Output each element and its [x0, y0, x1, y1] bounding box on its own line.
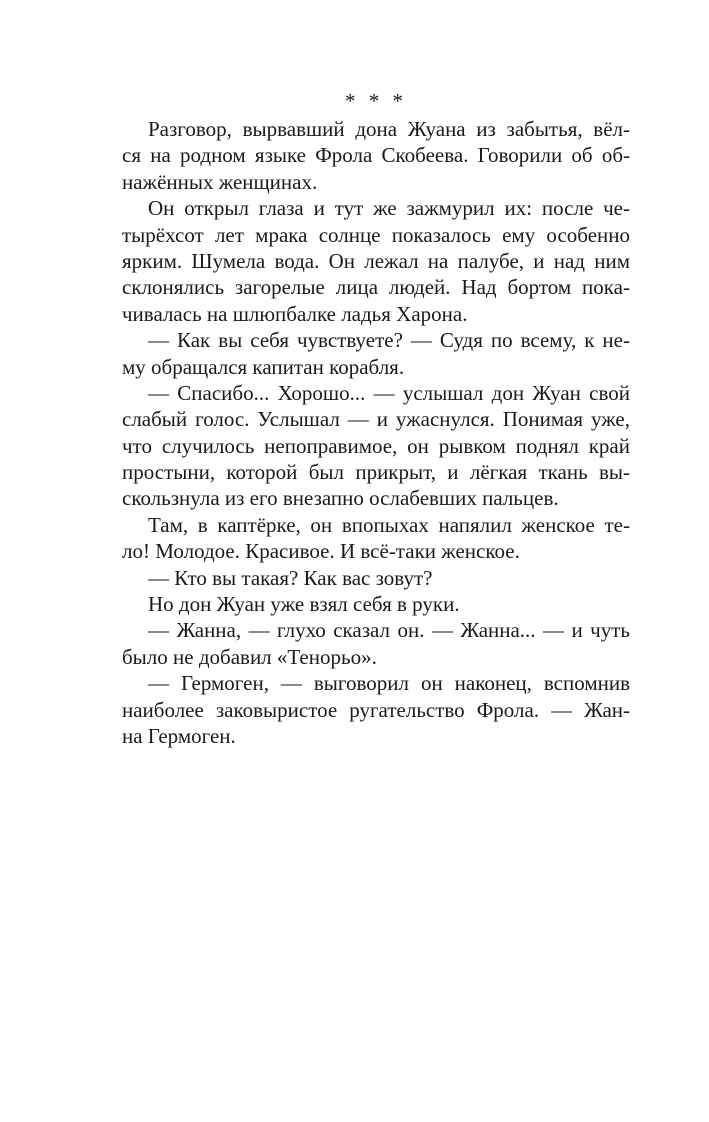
- text-line: скользнула из его внезапно ослабевших пальцев.: [122, 486, 559, 511]
- text-line: ярким. Шумела вода. Он лежал на палубе, и над ним: [122, 248, 630, 273]
- text-line: слабый голос. Услышал — и ужаснулся. Понимая уже,: [122, 407, 630, 432]
- text-line: — Жанна, — глухо сказал он. — Жанна... — и чуть: [148, 618, 630, 643]
- text-line: нажённых женщинах.: [122, 169, 318, 194]
- text-line: — Как вы себя чувствуете? — Судя по всему, к не-: [148, 328, 630, 353]
- text-line: ся на родном языке Фрола Скобеева. Говорили об об-: [122, 143, 630, 168]
- text-line: склонялись загорелые лица людей. Над бортом пока-: [122, 275, 630, 300]
- text-line: тырёхсот лет мрака солнце показалось ему особенно: [122, 222, 630, 247]
- text-line: Он открыл глаза и тут же зажмурил их: после че-: [148, 196, 630, 221]
- text-line: на Гермоген.: [122, 723, 236, 748]
- text-line: чивалась на шлюпбалке ладья Харона.: [122, 301, 468, 326]
- section-separator: * * *: [345, 89, 407, 113]
- text-body: [122, 116, 630, 749]
- text-line: Там, в каптёрке, он впопыхах напялил женское те-: [148, 512, 630, 537]
- text-line: простыни, которой был прикрыт, и лёгкая ткань вы-: [122, 460, 630, 485]
- text-line: ло! Молодое. Красивое. И всё-таки женское.: [122, 539, 520, 564]
- text-line: Разговор, вырвавший дона Жуана из забытья, вёл-: [148, 117, 630, 141]
- text-line: — Спасибо... Хорошо... — услышал дон Жуан свой: [148, 380, 630, 405]
- text-line: наиболее заковыристое ругательство Фрола. — Жан-: [122, 697, 630, 722]
- text-line: было не добавил «Тенорьо».: [122, 644, 377, 669]
- text-line: му обращался капитан корабля.: [122, 354, 405, 379]
- text-line: что случилось непоправимое, он рывком поднял край: [122, 433, 630, 458]
- text-line: — Кто вы такая? Как вас зовут?: [148, 565, 433, 590]
- text-line: — Гермоген, — выговорил он наконец, вспомнив: [148, 671, 630, 696]
- book-page: [122, 88, 630, 749]
- text-line: Но дон Жуан уже взял себя в руки.: [148, 592, 460, 617]
